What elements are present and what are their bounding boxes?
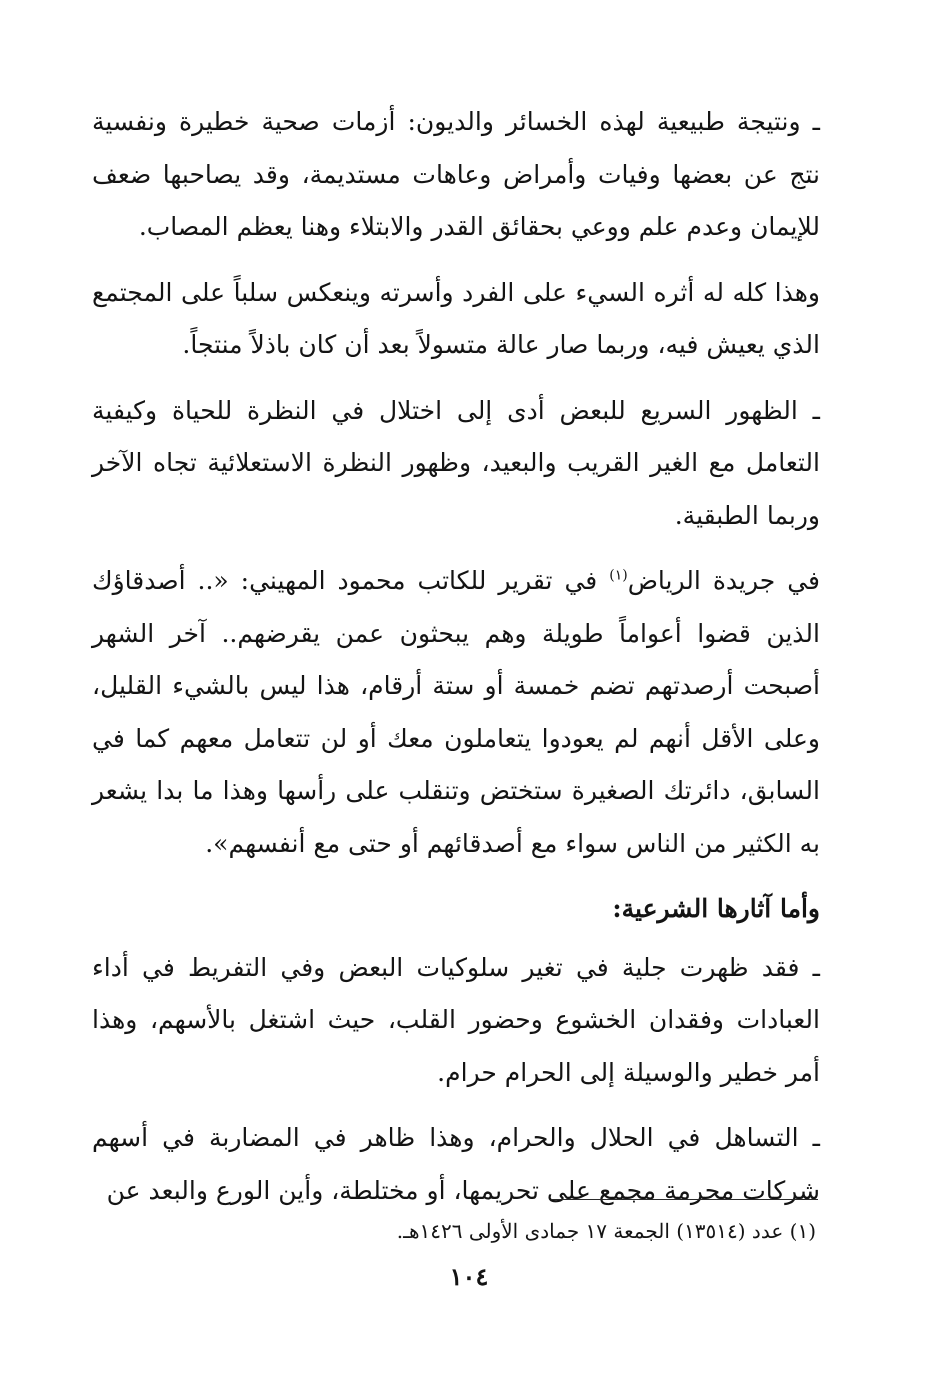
main-text (92, 96, 820, 1230)
paragraph-riyadh-report (92, 555, 820, 870)
riyadh-text-rest: في تقرير للكاتب محمود المهيني: «.. أصدقاؤك الذين قضوا أعواماً طويلة وهم يبحثون عمن يقرضهم.. آخر الشهر أصبحت أرصدتهم تضم خمسة أو ستة أرقام، هذا ليس بالشيء القليل، وعلى الأقل أنهم لم يعودوا يتعاملون معك أو لن تتعامل معهم كما في السابق، دائرتك الصغيرة ستختض وتنقلب على رأسها وهذا ما بدا يشعر به الكثير من الناس سواء مع أصدقائهم أو حتى مع أنفسهم». (92, 566, 820, 858)
footnote-separator (552, 1199, 818, 1200)
section-heading-sharia-effects: وأما آثارها الشرعية: (612, 894, 820, 923)
footnote-reference: (١) (609, 567, 628, 584)
riyadh-text-start: في جريدة الرياض (627, 566, 821, 595)
paragraph-halal-haram-laxity: ـ التساهل في الحلال والحرام، وهذا ظاهر في المضاربة في أسهم شركات محرمة مجمع على تحريمها، أو مختلطة، وأين الورع والبعد عن (92, 1123, 820, 1205)
paragraph-social-impact: وهذا كله له أثره السيء على الفرد وأسرته وينعكس سلباً على المجتمع الذي يعيش فيه، وربما صار عالة متسولاً بعد أن كان باذلاً منتجاً. (92, 277, 820, 359)
footnote: (١) عدد (١٣٥١٤) الجمعة ١٧ جمادى الأولى ١٤٢٦هـ. (396, 1219, 816, 1243)
page-number: ١٠٤ (449, 1262, 489, 1291)
paragraph-sudden-wealth: ـ الظهور السريع للبعض أدى إلى اختلال في النظرة للحياة وكيفية التعامل مع الغير القريب والبعيد، وظهور النظرة الاستعلائية تجاه الآخر وربما الطبقية. (92, 395, 820, 530)
paragraph-financial-consequences: ـ ونتيجة طبيعية لهذه الخسائر والديون: أزمات صحية خطيرة ونفسية نتج عن بعضها وفيات وأمراض وعاهات مستديمة، وقد يصاحبها ضعف للإيمان وعدم علم ووعي بحقائق القدر والابتلاء وهنا يعظم المصاب. (92, 107, 820, 241)
paragraph-worship-neglect: ـ فقد ظهرت جلية في تغير سلوكيات البعض وفي التفريط في أداء العبادات وفقدان الخشوع وحضور القلب، حيث اشتغل بالأسهم، وهذا أمر خطير والوسيلة إلى الحرام حرام. (92, 952, 820, 1087)
